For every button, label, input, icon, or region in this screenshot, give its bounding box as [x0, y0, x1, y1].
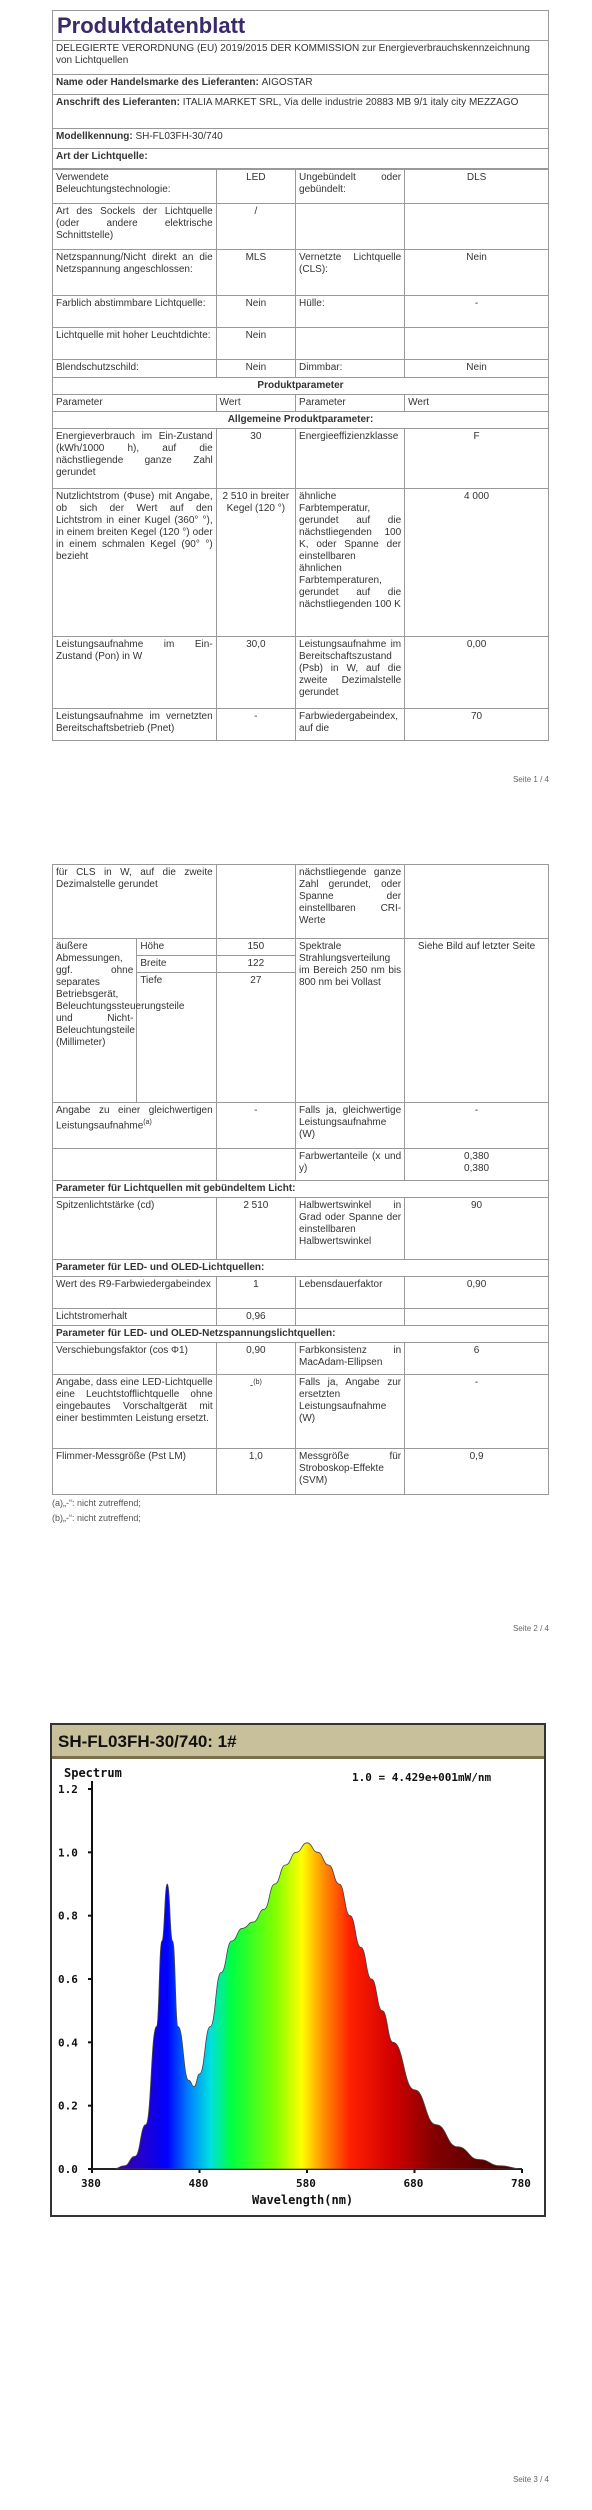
empty-cell — [216, 1149, 295, 1181]
peak-intensity-value: 2 510 — [216, 1198, 295, 1260]
cri-label: Farbwiedergabeindex, auf die — [296, 709, 405, 741]
equivalent-power-w-value: - — [405, 1103, 549, 1149]
r9-label: Wert des R9-Farbwiedergabeindex — [53, 1277, 217, 1309]
supplier-value: AIGOSTAR — [261, 77, 313, 88]
y-axis-label: Spectrum — [64, 1766, 122, 1780]
chromaticity-x: 0,380 — [464, 1151, 490, 1162]
cct-label: ähnliche Farbtemperatur, gerundet auf die nächstliegenden 100 K, oder Spanne der einstellbaren ähnlichen Farbtemperaturen, gerundet auf die nächstliegenden 100 K — [296, 489, 405, 637]
empty-cell — [216, 865, 295, 939]
x-tick-label: 680 — [403, 2177, 424, 2190]
peak-intensity-label: Spitzenlichtstärke (cd) — [53, 1198, 217, 1260]
colour-consistency-value: 6 — [405, 1343, 549, 1375]
empty-cell — [405, 328, 549, 360]
survival-factor-label: Lebensdauerfaktor — [296, 1277, 405, 1309]
envelope-label: Hülle: — [296, 296, 405, 328]
flicker-label: Flimmer-Messgröße (Pst LM) — [53, 1449, 217, 1495]
technology-label: Verwendete Beleuchtungstechnologie: — [53, 170, 217, 204]
on-mode-power-value: 30,0 — [216, 637, 295, 709]
energy-consumption-label: Energieverbrauch im Ein-Zustand (kWh/1000 h), auf die nächstliegende ganze Zahl gerundet — [53, 429, 217, 489]
high-luminance-value: Nein — [216, 328, 295, 360]
height-value: 150 — [216, 939, 295, 956]
energy-class-label: Energieeffizienzklasse — [296, 429, 405, 489]
cri-continued: nächstliegende ganze Zahl gerundet, oder Spanne der einstellbaren CRI-Werte — [296, 865, 405, 939]
x-tick-label: 780 — [511, 2177, 531, 2190]
chart-annotation: 1.0 = 4.429e+001mW/nm — [352, 1771, 492, 1784]
supplier-row — [53, 75, 549, 95]
x-axis-label: Wavelength(nm) — [252, 2193, 354, 2207]
page-footer: Seite 3 / 4 — [512, 2475, 549, 2484]
replacement-claim-text: - — [249, 1380, 254, 1392]
x-tick-label: 580 — [296, 2177, 316, 2190]
footnote-marker-a: (a) — [143, 1119, 152, 1126]
lumen-maintenance-label: Lichtstromerhalt — [53, 1309, 217, 1326]
datasheet-page-2 — [52, 864, 549, 1633]
networked-standby-label: Leistungsaufnahme im vernetzten Bereitschaftsbetrieb (Pnet) — [53, 709, 217, 741]
page-footer: Seite 1 / 4 — [512, 775, 549, 784]
model-value: SH-FL03FH-30/740 — [135, 131, 223, 142]
cri-value: 70 — [405, 709, 549, 741]
address-value: ITALIA MARKET SRL, Via delle industrie 20883 MB 9/1 italy city MEZZAGO — [182, 97, 519, 108]
survival-factor-value: 0,90 — [405, 1277, 549, 1309]
anti-glare-value: Nein — [216, 360, 295, 378]
x-tick-label: 480 — [188, 2177, 209, 2190]
spectral-distribution-value: Siehe Bild auf letzter Seite — [405, 939, 549, 1103]
empty-cell — [405, 204, 549, 250]
displacement-factor-value: 0,90 — [216, 1343, 295, 1375]
replaced-power-label: Falls ja, Angabe zur ersetzten Leistungsaufnahme (W) — [296, 1375, 405, 1449]
depth-value: 27 — [216, 973, 295, 1103]
luminous-flux-label: Nutzlichtstrom (Φuse) mit Angabe, ob sich der Wert auf den Lichtstrom in einer Kugel (360° °), in einem breiten Kegel (120 °) oder in einem schmalen Kegel (90° °) bezieht — [53, 489, 217, 637]
standby-power-value: 0,00 — [405, 637, 549, 709]
led-heading: Parameter für LED- und OLED-Lichtquellen: — [53, 1260, 549, 1277]
type-heading: Art der Lichtquelle: — [53, 149, 549, 169]
networked-standby-value: - — [216, 709, 295, 741]
page-title: Produktdatenblatt — [52, 10, 549, 40]
empty-cell — [405, 1309, 549, 1326]
replacement-claim-value — [216, 1375, 295, 1449]
col-param-header: Parameter — [53, 395, 217, 412]
colour-consistency-label: Farbkonsistenz in MacAdam-Ellipsen — [296, 1343, 405, 1375]
high-luminance-label: Lichtquelle mit hoher Leuchtdichte: — [53, 328, 217, 360]
chart-title: SH-FL03FH-30/740: 1# — [52, 1725, 544, 1759]
dimmable-label: Dimmbar: — [296, 360, 405, 378]
displacement-factor-label: Verschiebungsfaktor (cos Φ1) — [53, 1343, 217, 1375]
tunable-value: Nein — [216, 296, 295, 328]
page-footer: Seite 2 / 4 — [512, 1624, 549, 1633]
empty-cell — [405, 865, 549, 939]
x-tick-label: 380 — [81, 2177, 101, 2190]
y-tick-label: 1.2 — [58, 1783, 78, 1796]
datasheet-page-1 — [52, 10, 549, 784]
r9-value: 1 — [216, 1277, 295, 1309]
networked-standby-continued: für CLS in W, auf die zweite Dezimalstelle gerundet — [53, 865, 217, 939]
equivalent-power-label — [53, 1103, 217, 1149]
on-mode-power-label: Leistungsaufnahme im Ein-Zustand (Pon) in W — [53, 637, 217, 709]
directional-value: DLS — [405, 170, 549, 204]
directional-heading: Parameter für Lichtquellen mit gebündeltem Licht: — [53, 1181, 549, 1198]
dimmable-value: Nein — [405, 360, 549, 378]
light-source-type-table — [52, 169, 549, 741]
address-label: Anschrift des Lieferanten: — [56, 97, 180, 108]
cap-type-label: Art des Sockels der Lichtquelle (oder andere elektrische Schnittstelle) — [53, 204, 217, 250]
flicker-value: 1,0 — [216, 1449, 295, 1495]
replaced-power-value: - — [405, 1375, 549, 1449]
equivalent-power-value: - — [216, 1103, 295, 1149]
technology-value: LED — [216, 170, 295, 204]
energy-consumption-value: 30 — [216, 429, 295, 489]
equivalent-power-text: Angabe zu einer gleichwertigen Leistungsaufnahme — [56, 1105, 213, 1132]
general-params-heading: Allgemeine Produktparameter: — [53, 412, 549, 429]
model-row — [53, 129, 549, 149]
page2-table — [52, 864, 549, 1495]
cls-label: Vernetzte Lichtquelle (CLS): — [296, 250, 405, 296]
footnote-a: (a)„-“: nicht zutreffend; — [52, 1498, 141, 1508]
spectral-distribution-label: Spektrale Strahlungsverteilung im Bereich 250 nm bis 800 nm bei Vollast — [296, 939, 405, 1103]
stroboscopic-label: Messgröße für Stroboskop-Effekte (SVM) — [296, 1449, 405, 1495]
model-label: Modellkennung: — [56, 131, 133, 142]
col-value-header: Wert — [216, 395, 295, 412]
spectrum-chart — [50, 1723, 546, 2217]
anti-glare-label: Blendschutzschild: — [53, 360, 217, 378]
spectrum-plot — [52, 1759, 544, 2214]
luminous-flux-value: 2 510 in breiter Kegel (120 °) — [216, 489, 295, 637]
chromaticity-values — [405, 1149, 549, 1181]
envelope-value: - — [405, 296, 549, 328]
y-tick-label: 0.2 — [58, 2099, 78, 2113]
standby-power-label: Leistungsaufnahme im Bereitschaftszustand (Psb) in W, auf die zweite Dezimalstelle gerundet — [296, 637, 405, 709]
col-value-header: Wert — [405, 395, 549, 412]
chromaticity-label: Farbwertanteile (x und y) — [296, 1149, 405, 1181]
y-tick-label: 0.0 — [58, 2163, 78, 2176]
cct-value: 4 000 — [405, 489, 549, 637]
mains-label: Netzspannung/Nicht direkt an die Netzspannung angeschlossen: — [53, 250, 217, 296]
empty-cell — [296, 328, 405, 360]
mains-value: MLS — [216, 250, 295, 296]
col-param-header: Parameter — [296, 395, 405, 412]
empty-cell — [296, 204, 405, 250]
supplier-label: Name oder Handelsmarke des Lieferanten: — [56, 77, 259, 88]
dimensions-label: äußere Abmessungen, ggf. ohne separates Betriebsgerät, Beleuchtungssteuerungsteile und Nicht-Beleuchtungsteile (Millimeter) — [53, 939, 137, 1103]
y-tick-label: 0.6 — [58, 1973, 78, 1986]
y-tick-label: 1.0 — [58, 1846, 78, 1860]
address-row — [53, 95, 549, 129]
mains-led-heading: Parameter für LED- und OLED-Netzspannungslichtquellen: — [53, 1326, 549, 1343]
y-tick-label: 0.8 — [58, 1909, 78, 1923]
width-label: Breite — [137, 956, 216, 973]
regulation-text: DELEGIERTE VERORDNUNG (EU) 2019/2015 DER KOMMISSION zur Energieverbrauchskennzeichnung von Lichtquellen — [53, 41, 549, 75]
depth-label: Tiefe — [137, 973, 216, 1103]
energy-class-value: F — [405, 429, 549, 489]
lumen-maintenance-value: 0,96 — [216, 1309, 295, 1326]
footnote-b: (b)„-“: nicht zutreffend; — [52, 1513, 141, 1523]
footnote-marker-b: (b) — [253, 1379, 262, 1386]
stroboscopic-value: 0,9 — [405, 1449, 549, 1495]
cls-value: Nein — [405, 250, 549, 296]
equivalent-power-w-label: Falls ja, gleichwertige Leistungsaufnahme (W) — [296, 1103, 405, 1149]
tunable-label: Farblich abstimmbare Lichtquelle: — [53, 296, 217, 328]
empty-cell — [296, 1309, 405, 1326]
directional-label: Ungebündelt oder gebündelt: — [296, 170, 405, 204]
cap-type-value: / — [216, 204, 295, 250]
width-value: 122 — [216, 956, 295, 973]
product-params-heading: Produktparameter — [53, 378, 549, 395]
y-tick-label: 0.4 — [58, 2036, 78, 2050]
replacement-claim-label: Angabe, dass eine LED-Lichtquelle eine Leuchtstofflichtquelle ohne eingebautes Vorschaltgerät mit einer bestimmten Leistung ersetzt. — [53, 1375, 217, 1449]
height-label: Höhe — [137, 939, 216, 956]
empty-cell — [53, 1149, 217, 1181]
datasheet-header-table — [52, 40, 549, 169]
chromaticity-y: 0,380 — [464, 1163, 490, 1174]
beam-angle-value: 90 — [405, 1198, 549, 1260]
beam-angle-label: Halbwertswinkel in Grad oder Spanne der einstellbaren Halbwertswinkel — [296, 1198, 405, 1260]
